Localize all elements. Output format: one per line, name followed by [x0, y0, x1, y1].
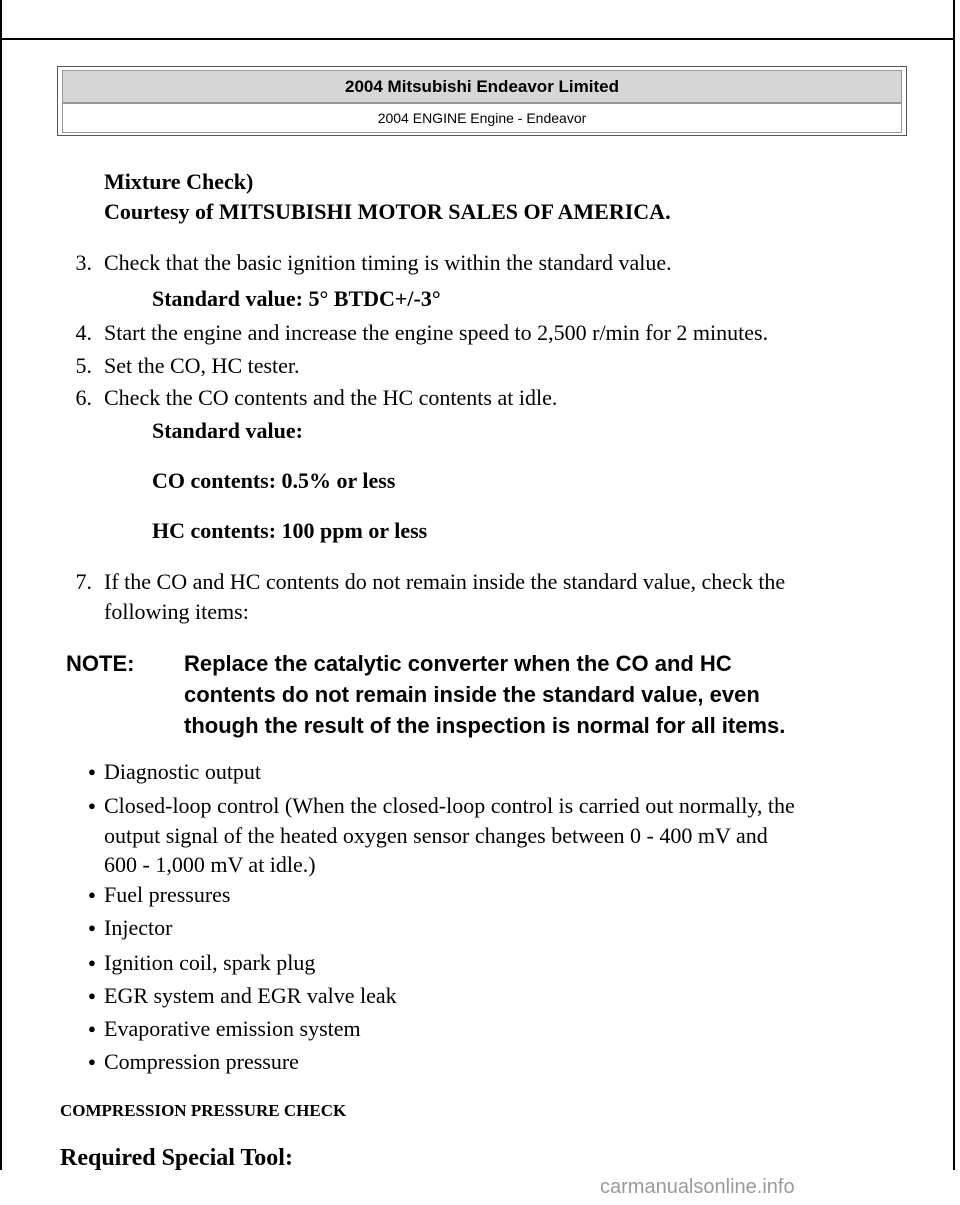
step-number: 6. — [75, 385, 92, 410]
figure-caption-line2: Courtesy of MITSUBISHI MOTOR SALES OF AMERICA. — [104, 199, 671, 224]
list-item: Closed-loop control (When the closed-loop control is carried out normally, the — [104, 793, 795, 818]
page-border-left — [0, 0, 2, 1170]
step-number: 3. — [75, 250, 92, 275]
list-item-continued: 600 - 1,000 mV at idle.) — [104, 852, 316, 877]
bullet-icon: ● — [88, 887, 96, 902]
bullet-icon: ● — [88, 798, 96, 813]
document-header — [57, 66, 907, 136]
bullet-icon: ● — [88, 1021, 96, 1036]
step-number: 5. — [75, 353, 92, 378]
header-title: 2004 Mitsubishi Endeavor Limited — [62, 70, 902, 103]
bullet-icon: ● — [88, 920, 96, 935]
step-text-continued: following items: — [104, 599, 249, 624]
list-item: Injector — [104, 915, 173, 940]
list-item: Ignition coil, spark plug — [104, 950, 316, 975]
list-item: Compression pressure — [104, 1049, 299, 1074]
bullet-icon: ● — [88, 764, 96, 779]
step-number: 7. — [75, 569, 92, 594]
watermark-text: carmanualsonline.info — [600, 1176, 795, 1198]
page-border-top — [0, 38, 955, 40]
step-text: If the CO and HC contents do not remain inside the standard value, check the — [104, 569, 786, 594]
standard-value-label: Standard value: — [152, 418, 303, 443]
bullet-icon: ● — [88, 988, 96, 1003]
note-line: though the result of the inspection is normal for all items. — [184, 713, 786, 738]
page-border-right — [953, 0, 955, 1170]
list-item-continued: output signal of the heated oxygen sensor changes between 0 - 400 mV and — [104, 823, 768, 848]
standard-value-timing: Standard value: 5° BTDC+/-3° — [152, 286, 441, 311]
step-number: 4. — [75, 320, 92, 345]
bullet-icon: ● — [88, 955, 96, 970]
list-item: Diagnostic output — [104, 759, 262, 784]
step-text: Check the CO contents and the HC contents at idle. — [104, 385, 558, 410]
bullet-icon: ● — [88, 1054, 96, 1069]
hc-contents-spec: HC contents: 100 ppm or less — [152, 518, 428, 543]
note-line: contents do not remain inside the standard value, even — [184, 682, 760, 707]
note-label: NOTE: — [66, 651, 135, 676]
step-text: Check that the basic ignition timing is within the standard value. — [104, 250, 672, 275]
list-item: Fuel pressures — [104, 882, 231, 907]
note-text — [184, 648, 884, 741]
section-heading: COMPRESSION PRESSURE CHECK — [60, 1101, 347, 1120]
figure-caption-line1: Mixture Check) — [104, 169, 254, 194]
step-text: Start the engine and increase the engine speed to 2,500 r/min for 2 minutes. — [104, 320, 769, 345]
note-line: Replace the catalytic converter when the CO and HC — [184, 651, 732, 676]
step-text: Set the CO, HC tester. — [104, 353, 300, 378]
list-item: EGR system and EGR valve leak — [104, 983, 397, 1008]
header-subtitle: 2004 ENGINE Engine - Endeavor — [62, 103, 902, 133]
co-contents-spec: CO contents: 0.5% or less — [152, 468, 396, 493]
subsection-heading: Required Special Tool: — [60, 1145, 293, 1171]
list-item: Evaporative emission system — [104, 1016, 361, 1041]
